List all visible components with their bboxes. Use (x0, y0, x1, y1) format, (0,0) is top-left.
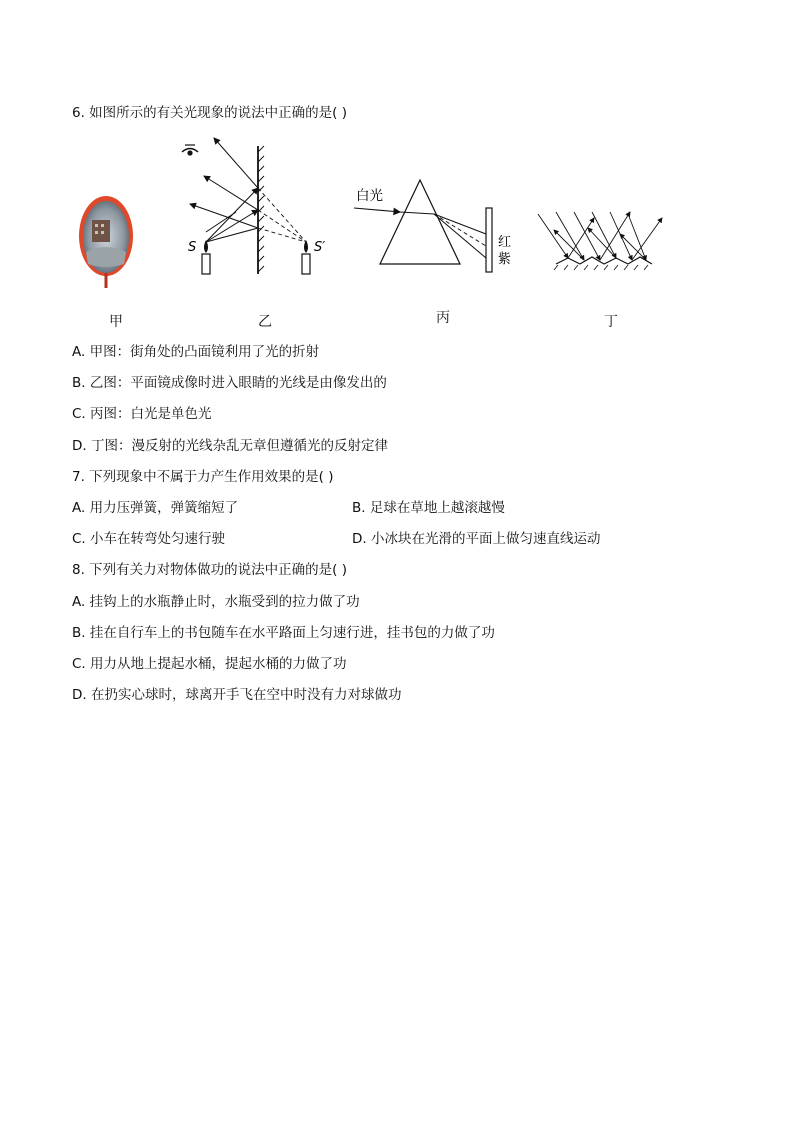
label-white-light: 白光 (356, 188, 383, 204)
q6-option-d: D. 丁图：漫反射的光线杂乱无章但遵循光的反射定律 (72, 438, 388, 454)
caption-ding: 丁 (604, 314, 618, 330)
label-red: 红 (498, 235, 512, 250)
plane-mirror-diagram (178, 136, 338, 281)
figure-yi-plane-mirror (178, 136, 338, 285)
q6-option-b: B. 乙图：平面镜成像时进入眼睛的光线是由像发出的 (72, 375, 387, 391)
diffuse-reflection-diagram (534, 208, 674, 273)
convex-mirror-image (74, 190, 138, 290)
label-s-prime: S′ (314, 240, 326, 255)
figure-bing-prism (352, 176, 532, 280)
q8-option-c: C. 用力从地上提起水桶，提起水桶的力做了功 (72, 656, 347, 672)
q8-option-a: A. 挂钩上的水瓶静止时，水瓶受到的拉力做了功 (72, 594, 360, 610)
q6-option-c: C. 丙图：白光是单色光 (72, 406, 212, 422)
question-6-stem: 6. 如图所示的有关光现象的说法中正确的是( ) (72, 105, 347, 121)
question-8-stem: 8. 下列有关力对物体做功的说法中正确的是( ) (72, 562, 347, 578)
q8-option-b: B. 挂在自行车上的书包随车在水平路面上匀速行进，挂书包的力做了功 (72, 625, 495, 641)
eye-icon (182, 145, 198, 156)
label-violet: 紫 (498, 252, 512, 267)
q7-option-d: D. 小冰块在光滑的平面上做匀速直线运动 (352, 531, 601, 547)
prism-diagram (352, 176, 532, 276)
caption-jia: 甲 (109, 314, 123, 330)
label-s: S (188, 240, 197, 255)
q7-option-c: C. 小车在转弯处匀速行驶 (72, 531, 226, 547)
question-7-stem: 7. 下列现象中不属于力产生作用效果的是( ) (72, 469, 334, 485)
q8-option-d: D. 在扔实心球时，球离开手飞在空中时没有力对球做功 (72, 687, 402, 703)
q7-option-a: A. 用力压弹簧，弹簧缩短了 (72, 500, 239, 516)
q6-option-a: A. 甲图：街角处的凸面镜利用了光的折射 (72, 344, 320, 360)
caption-yi: 乙 (258, 314, 272, 330)
q7-option-b: B. 足球在草地上越滚越慢 (352, 500, 505, 516)
figure-jia-convex-mirror (74, 190, 138, 294)
caption-bing: 丙 (436, 310, 450, 326)
figure-ding-diffuse-reflection (534, 208, 674, 277)
